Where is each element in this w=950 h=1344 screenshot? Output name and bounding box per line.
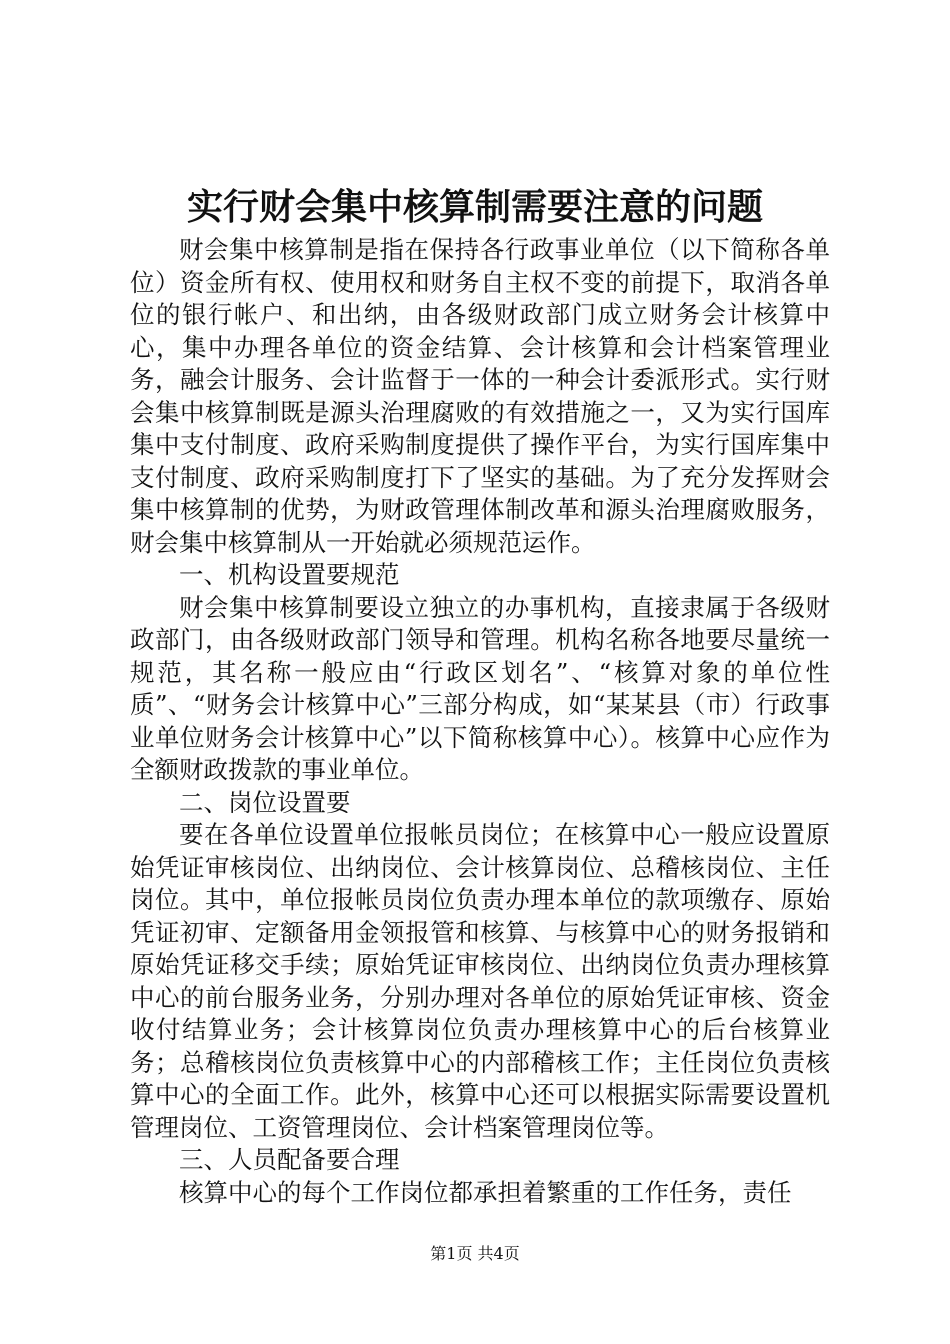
section-heading-2: 二、岗位设置要 xyxy=(179,787,351,817)
document-body xyxy=(130,234,830,1209)
section-heading-3: 三、人员配备要合理 xyxy=(179,1145,400,1174)
document-title: 实行财会集中核算制需要注意的问题 xyxy=(186,186,763,228)
paragraph-section-3: 核算中心的每个工作岗位都承担着繁重的工作任务，责任 xyxy=(179,1177,792,1207)
paragraph-section-1: 财会集中核算制要设立独立的办事机构，直接隶属于各级财政部门，由各级财政部门领导和管理。机构名称各地要尽量统一规范，其名称一般应由“行政区划名”、“核算对象的单位性质”、“财务会计核算中心”三部分构成，如“某某县（市）行政事业单位财务会计核算中心”以下简称核算中心）。核算中心应作为全额财政拨款的事业单位。 xyxy=(130,592,830,784)
page-footer: 第1页 共4页 xyxy=(430,1244,520,1263)
paragraph-intro: 财会集中核算制是指在保持各行政事业单位（以下简称各单位）资金所有权、使用权和财务自主权不变的前提下，取消各单位的银行帐户、和出纳，由各级财政部门成立财务会计核算中心，集中办理各单位的资金结算、会计核算和会计档案管理业务，融会计服务、会计监督于一体的一种会计委派形式。实行财会集中核算制既是源头治理腐败的有效措施之一，又为实行国库集中支付制度、政府采购制度提供了操作平台，为实行国库集中支付制度、政府采购制度打下了坚实的基础。为了充分发挥财会集中核算制的优势，为财政管理体制改革和源头治理腐败服务，财会集中核算制从一开始就必须规范运作。 xyxy=(130,235,830,557)
section-heading-1: 一、机构设置要规范 xyxy=(179,560,400,589)
paragraph-section-2: 要在各单位设置单位报帐员岗位；在核算中心一般应设置原始凭证审核岗位、出纳岗位、会计核算岗位、总稽核岗位、主任岗位。其中，单位报帐员岗位负责办理本单位的款项缴存、原始凭证初审、定额备用金领报管和核算、与核算中心的财务报销和原始凭证移交手续；原始凭证审核岗位、出纳岗位负责办理核算中心的前台服务业务，分别办理对各单位的原始凭证审核、资金收付结算业务；会计核算岗位负责办理核算中心的后台核算业务；总稽核岗位负责核算中心的内部稽核工作；主任岗位负责核算中心的全面工作。此外，核算中心还可以根据实际需要设置机管理岗位、工资管理岗位、会计档案管理岗位等。 xyxy=(130,820,830,1142)
